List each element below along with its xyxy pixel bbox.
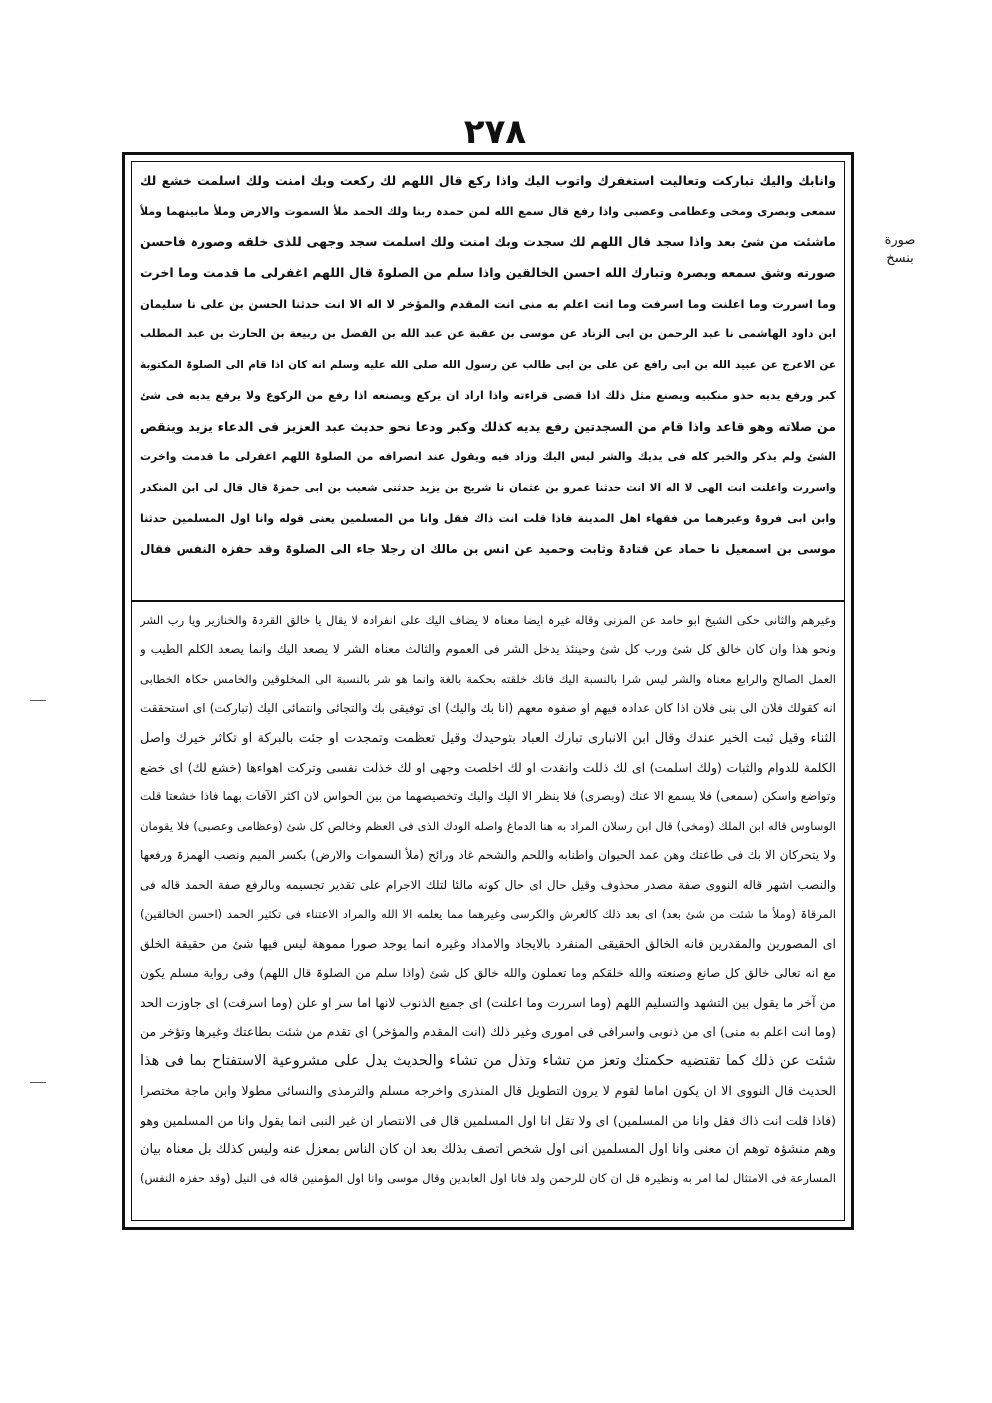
commentary-text-line: الثناء وقیل ثبت الخیر عندك وقال ابن الانباری تبارك العباد بتوحیدك وقیل تعظمت وتمجدت او جئت بالبرکة او تکاثر خیرك واصل — [140, 730, 836, 746]
hadith-text-line: وانابك والیك تبارکت وتعالیت استغفرك واتوب الیك واذا رکع قال اللھم لك رکعت وبك امنت ولك اسلمت خشع لك — [140, 173, 836, 188]
commentary-text-line: المرقاۃ (وملأ ما شئت من شئ بعد) ای بعد ذلك کالعرش والکرسی وغیرھما مما یعلمه الا الله والمراد الاعتناء فی تکثیر الحمد (احسن الخالقین) — [140, 906, 836, 921]
commentary-text-line: من آخر ما یقول بین التشھد والتسلیم اللھم (وما اسررت وما اعلنت) ای جمیع الذنوب لانھا اما سر او علن (وما اسرفت) ای جاوزت الحد — [140, 995, 836, 1011]
hadith-text-line: کبر ورفع یدیه حذو منکبیه ویصنع مثل ذلك اذا قضی قراءته واذا اراد ان یرکع ویصنعه اذا رفع من الرکوع ولا یرفع یدیه فی شئ — [140, 388, 836, 402]
margin-note-line: صورة — [884, 233, 916, 248]
margin-note — [870, 232, 930, 268]
commentary-text-line: الوساوس قاله ابن الملك (ومخی) قال ابن رسلان المراد به ھنا الدماغ واصله الودك الذی فی العظم وخالص کل شئ (وعظامی وعصبی) فلا یقومان — [140, 818, 836, 833]
hadith-text-line: صورته وشق سمعه وبصرہ وتبارك الله احسن الخالقین واذا سلم من الصلوۃ قال اللھم اغفرلی ما قدمت وما اخرت — [140, 265, 836, 281]
section-divider — [132, 600, 844, 602]
commentary-text-line: ونحو ھذا وان کان خالق کل شئ ورب کل شئ وحینئذ یدخل الشر فی العموم والثالث معناہ الشر لا یصعد الیك وانما یصعد الکلم الطیب و — [140, 642, 836, 657]
margin-note-line: بنسخ — [886, 251, 914, 266]
hadith-text-line: وما اسررت وما اعلنت وما اسرفت وما انت اعلم به منی انت المقدم والمؤخر لا اله الا انت حدثنا الحسن بن علی نا سلیمان — [140, 296, 836, 311]
commentary-text-line: والنصب اشھر قاله النووی صفة مصدر محذوف وقیل حال ای حال کونه مالئا لتلك الاجرام علی تقدیر تجسیمه وبالرفع صفة الحمد قاله فی — [140, 877, 836, 892]
commentary-text-line: مع انه تعالی خالق کل صانع وصنعته والله خلقکم وما تعملون والله خالق کل شئ (واذا سلم من الصلوۃ قال اللھم) وفی روایة مسلم یکون — [140, 965, 836, 980]
text-frame-inner — [131, 161, 845, 1221]
hadith-text-line: واسررت واعلنت انت الھی لا اله الا انت حدثنا عمرو بن عثمان نا شریح بن یزید حدثنی شعیب بن ابی حمزۃ قال قال لی ابن المنکدر — [140, 481, 836, 494]
commentary-text-line: وتواضع واسکن (سمعی) فلا یسمع الا عنك (وبصری) فلا ینظر الا الیك والیك وتخصیصھما من بین الحواس لان اکثر الآفات بھما فاذا خشعتا قلت — [140, 789, 836, 804]
hadith-text-line: وابن ابی فروۃ وغیرھما من فقھاء اھل المدینة فاذا قلت انت ذاك فقل وانا من المسلمین یعنی قوله وانا اول المسلمین حدثنا — [140, 511, 836, 525]
commentary-text-line: (فاذا قلت انت ذاك فقل وانا من المسلمین) ای ولا تقل انا اول المسلمین قال فی الانتصار ان غیر النبی انما یقول وانا من المسلمین وھو — [140, 1112, 836, 1128]
commentary-text-line: ای المصورین والمقدرین فانه الخالق الحقیقی المنفرد بالایجاد والامداد وغیرہ انما یوجد صورا مموھة لیس فیھا شئ من حقیقة الخلق — [140, 936, 836, 952]
hadith-text-line: ابن داود الھاشمی نا عبد الرحمن بن ابی الزناد عن موسی بن عقبة عن عبد الله بن الفضل بن ربیعة بن الحارث بن عبد المطلب — [140, 327, 836, 341]
text-frame — [122, 152, 854, 1230]
hadith-text-line: موسی بن اسمعیل نا حماد عن قتادۃ وثابت وحمید عن انس بن مالك ان رجلا جاء الی الصلوۃ وقد حفزہ النفس فقال — [140, 542, 836, 557]
commentary-text-line: شئت عن ذلك کما تقتضیه حکمتك وتعز من تشاء وتذل من تشاء والحدیث یدل علی مشروعیة الاستفتاح بما فی ھذا — [140, 1052, 836, 1069]
commentary-text-line: وھم منشؤہ توھم ان معنی وانا اول المسلمین انی اول شخص اتصف بذلك بعد ان کان الناس بمعزل عنه ولیس کذلك بل معناہ بیان — [140, 1142, 836, 1158]
commentary-text-line: العمل الصالح والرابع معناہ والشر لیس شرا بالنسبة الیك فانك خلقته بحکمة بالغة وانما ھو شر بالنسبة الی المخلوقین والخامس حکاہ الخطابی — [140, 671, 836, 686]
hadith-text-line: من صلاته وھو قاعد واذا قام من السجدتین رفع یدیه کذلك وکبر ودعا نحو حدیث عبد العزیز فی الدعاء یزید وینقص — [140, 418, 836, 434]
scan-mark — [30, 700, 46, 701]
scan-mark — [30, 1082, 46, 1083]
commentary-text-line: الحدیث قال النووی الا ان یکون اماما لقوم لا یرون التطویل قال المنذری واخرجه مسلم والترمذی والنسائی مطولا وابن ماجة مختصرا — [140, 1083, 836, 1099]
hadith-text-line: الشئ ولم یذکر والخیر کله فی یدیك والشر لیس الیك وزاد فیه ویقول عند انصرافه من الصلوۃ اللھم اغفرلی ما قدمت واخرت — [140, 450, 836, 464]
commentary-text-line: المسارعة فی الامتثال لما امر به ونظیرہ قل ان کان للرحمن ولد فانا اول العابدین وقال موسی وانا اول المؤمنین قاله فی النیل (وقد حفزہ النفس) — [140, 1171, 836, 1186]
page-number: ٢٧٨ — [463, 112, 527, 152]
commentary-text-line: الکلمة للدوام والثبات (ولك اسلمت) ای لك ذللت وانقدت او لك اخلصت وجھی او لك خذلت نفسی وترکت اھواءھا (خشع لك) ای خضع — [140, 759, 836, 775]
hadith-text-block — [140, 166, 836, 596]
commentary-text-line: (وما انت اعلم به منی) ای من ذنوبی واسرافی فی اموری وغیر ذلك (انت المقدم والمؤخر) ای تقدم من شئت بطاعتك وغیرھا وتؤخر من — [140, 1024, 836, 1040]
commentary-text-line: انه کقولك فلان الی بنی فلان اذا کان عدادہ فیھم او صفوہ معھم (انا بك والیك) ای توفیقی بك والتجائی وانتمائی الیك (تبارکت) ای استحققت — [140, 701, 836, 716]
commentary-text-block — [140, 606, 836, 1216]
commentary-text-line: وغیرھم والثانی حکی الشیخ ابو حامد عن المزنی وقاله غیرہ ایضا معناہ لا یضاف الیك علی انفرادہ لا یقال یا خالق القردۃ والخنازیر ویا رب الشر — [140, 613, 836, 627]
commentary-text-line: ولا یتحرکان الا بك فی طاعتك وھن عمد الحیوان واطنابه واللحم والشحم غاد ورائح (ملأ السموات والارض) بکسر المیم ونصب الھمزۃ ورفعھا — [140, 848, 836, 863]
hadith-text-line: سمعی وبصری ومخی وعظامی وعصبی واذا رفع قال سمع الله لمن حمدہ ربنا ولك الحمد ملأ السموت والارض وملأ مابینھما وملأ — [140, 204, 836, 218]
hadith-text-line: عن الاعرج عن عبید الله بن ابی رافع عن علی بن ابی طالب عن رسول الله صلی الله علیه وسلم انه کان اذا قام الی الصلوۃ المکتوبة — [140, 359, 836, 372]
hadith-text-line: ماشئت من شئ بعد واذا سجد قال اللھم لك سجدت وبك امنت ولك اسلمت سجد وجھی للذی خلقه وصورہ فاحسن — [140, 234, 836, 250]
